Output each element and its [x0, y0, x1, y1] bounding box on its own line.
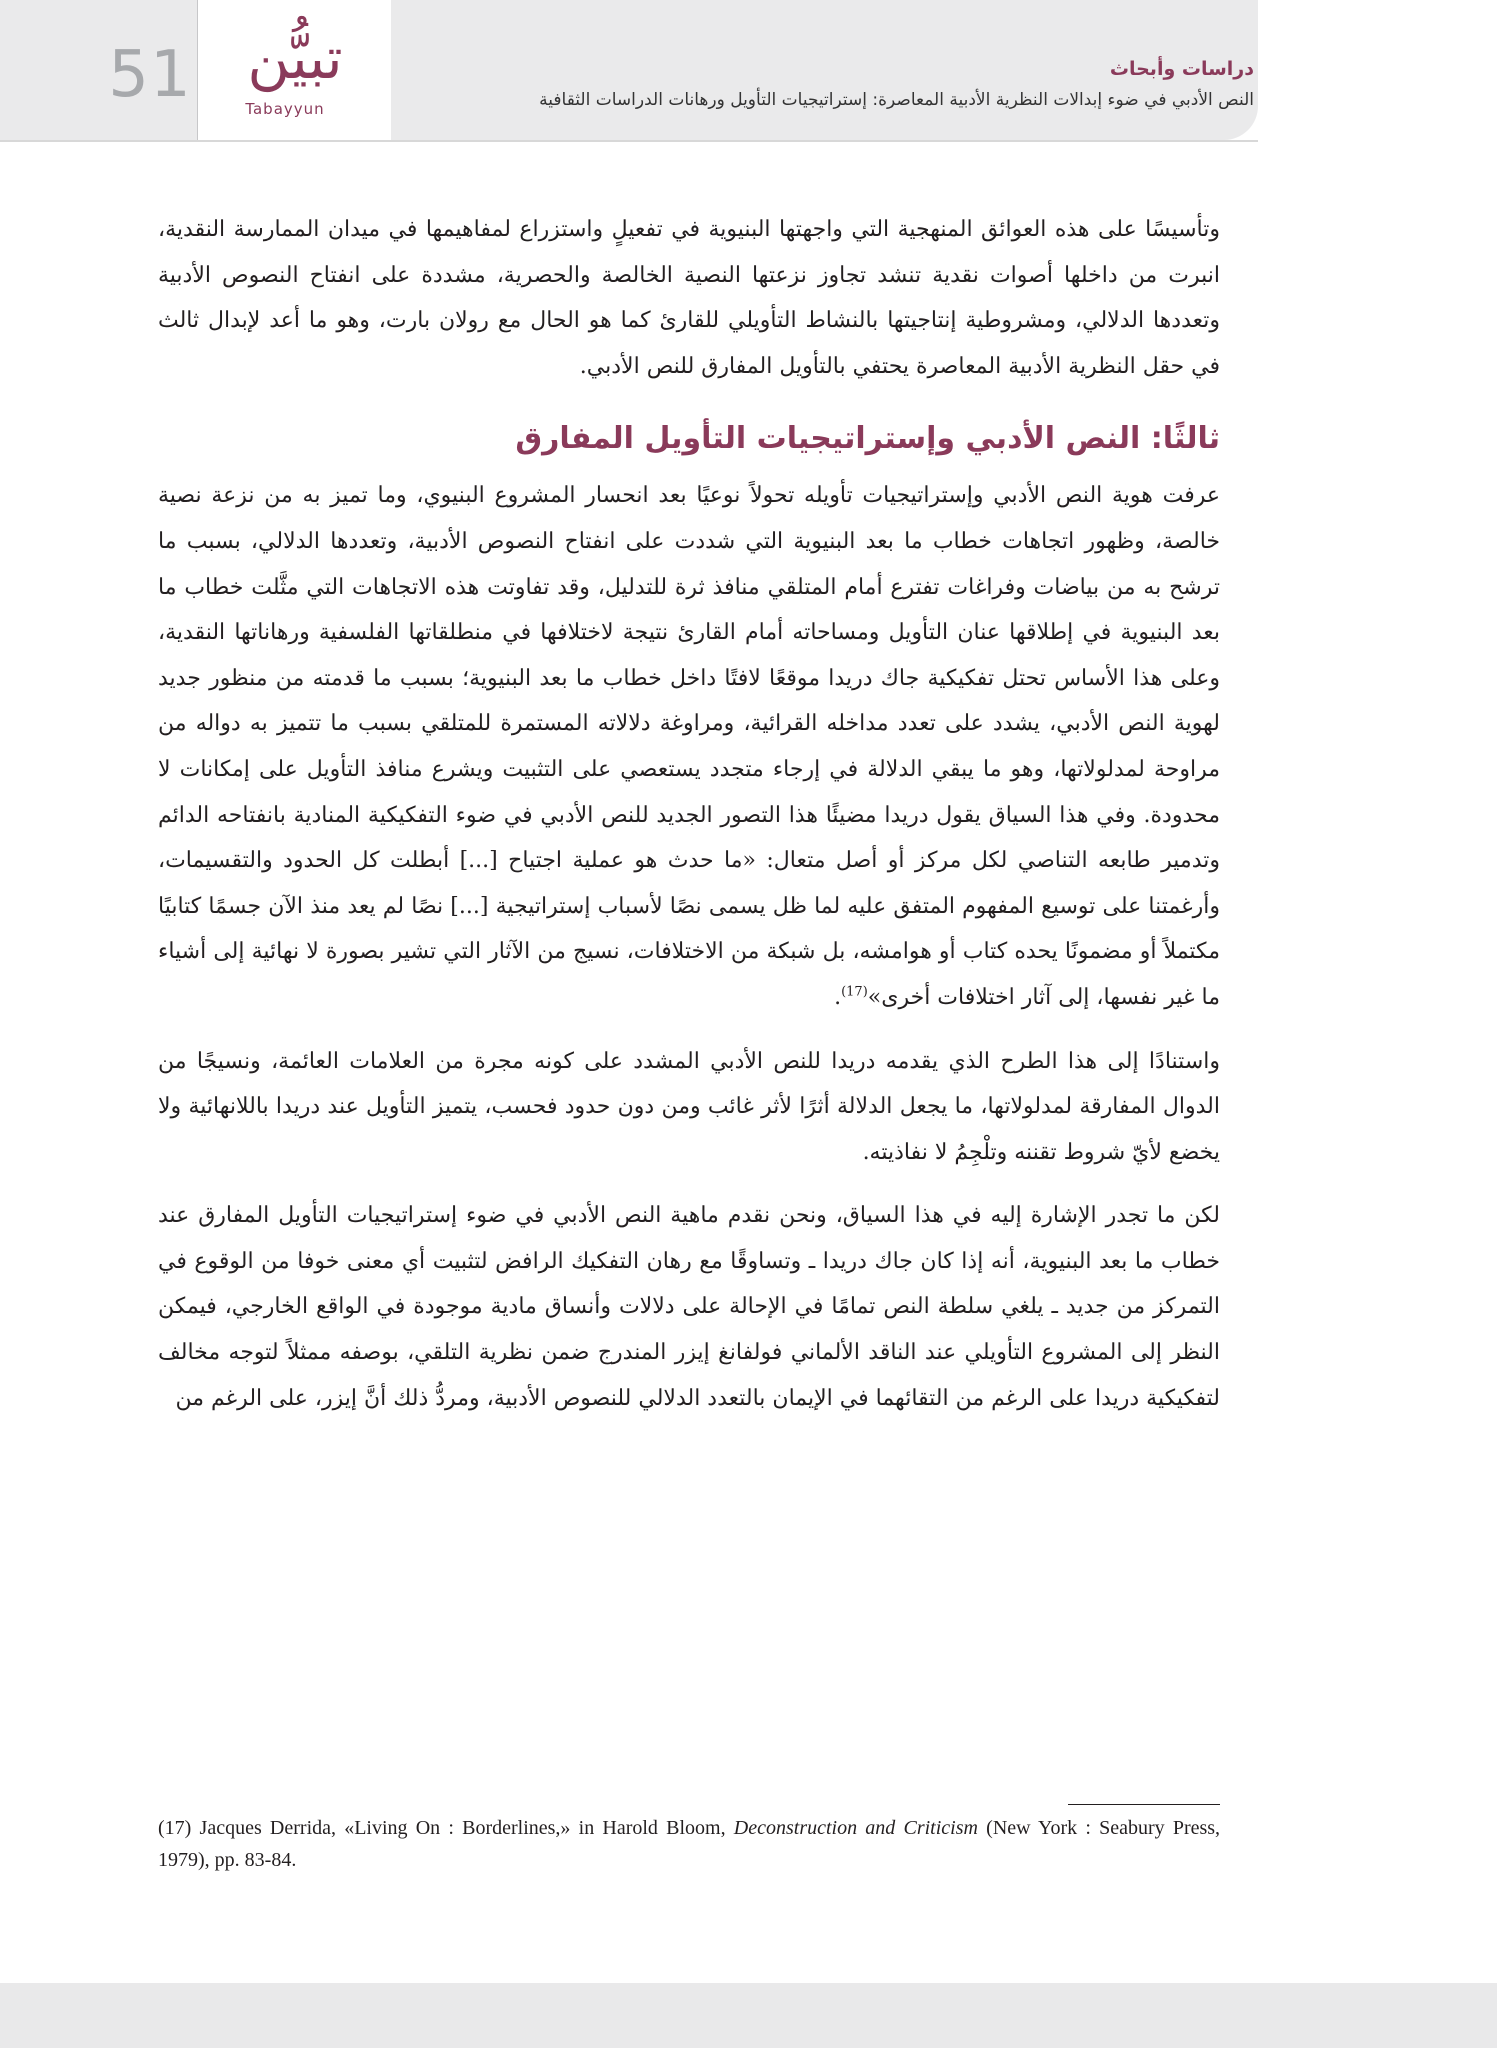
- footnote: [158, 1812, 1220, 1876]
- logo-latin-wordmark: Tabayyun: [245, 100, 325, 118]
- running-article-title: النص الأدبي في ضوء إبدالات النظرية الأدبية المعاصرة: إستراتيجيات التأويل ورهانات الدراسات الثقافية: [539, 90, 1254, 110]
- footnote-book-title: Deconstruction and Criticism: [733, 1817, 978, 1839]
- header-rule: [0, 140, 1258, 142]
- footer-band: [0, 1983, 1497, 2048]
- paragraph-end: .: [834, 984, 842, 1010]
- footnote-article: «Living On : Borderlines,»: [344, 1817, 571, 1839]
- footnote-number: (17): [158, 1817, 192, 1839]
- paragraph-text: عرفت هوية النص الأدبي وإستراتيجيات تأويله تحولاً نوعيًا بعد انحسار المشروع البنيوي، وما تميز به من نزعة نصية خالصة، وظهور اتجاهات خطاب ما بعد البنيوية التي شددت على انفتاح النصوص الأدبية، وتعددها الدلالي، بسبب ما ترشح به من بياضات وفراغات تفترع أمام المتلقي منافذ ثرة للتدليل، وقد تفاوتت هذه الاتجاهات التي مثَّلت خطاب ما بعد البنيوية في إطلاقها عنان التأويل ومساحاته أمام القارئ نتيجة لاختلافها في منطلقاتها الفلسفية ورهاناتها النقدية، وعلى هذا الأساس تحتل تفكيكية جاك دريدا موقعًا لافتًا داخل خطاب ما بعد البنيوية؛ بسبب ما قدمته من منظور جديد لهوية النص الأدبي، يشدد على تعدد مداخله القرائية، ومراوغة دلالاته المستمرة للمتلقي بسبب ما تتميز به دواله من مراوحة لمدلولاتها، وهو ما يبقي الدلالة في إرجاء متجدد يستعصي على التثبيت ويشرع منافذ التأويل على إمكانات لا محدودة. وفي هذا السياق يقول دريدا مضيئًا هذا التصور الجديد للنص الأدبي في ضوء التفكيكية المنادية بانفتاحه الدائم وتدمير طابعه التناصي لكل مركز أو أصل متعال: «ما حدث هو عملية اجتياح [...] أبطلت كل الحدود والتقسيمات، وأرغمتنا على توسيع المفهوم المتفق عليه لما ظل يسمى نصًا لأسباب إستراتيجية [...] نصًا لم يعد منذ الآن جسمًا كتابيًا مكتملاً أو مضمونًا يحده كتاب أو هوامشه، بل شبكة من الاختلافات، نسيج من الآثار التي تشير بصورة لا نهائية إلى أشياء ما غير نفسها، إلى آثار اختلافات أخرى»: [158, 483, 1220, 1010]
- footnote-in: in Harold Bloom,: [578, 1817, 726, 1839]
- section-label: دراسات وأبحاث: [1109, 58, 1254, 80]
- section-heading: ثالثًا: النص الأدبي وإستراتيجيات التأويل المفارق: [515, 421, 1220, 457]
- article-body: [158, 207, 1220, 1439]
- footnote-author: Jacques Derrida,: [199, 1817, 336, 1839]
- paragraph: واستنادًا إلى هذا الطرح الذي يقدمه دريدا للنص الأدبي المشدد على كونه مجرة من العلامات العائمة، ونسيجًا من الدوال المفارقة لمدلولاتها، ما يجعل الدلالة أثرًا لأثر غائب ومن دون حدود فحسب، يتميز التأويل عند دريدا باللانهائية ولا يخضع لأيّ شروط تقننه وتلْجِمُ لا نفاذيته.: [158, 1048, 1220, 1165]
- paragraph: [158, 473, 1220, 1020]
- footnote-publication: (New York : Seabury Press, 1979), pp. 83-84.: [158, 1817, 1221, 1871]
- paragraph: وتأسيسًا على هذه العوائق المنهجية التي واجهتها البنيوية في تفعيلٍ واستزراع لمفاهيمها في ميدان الممارسة النقدية، انبرت من داخلها أصوات نقدية تنشد تجاوز نزعتها النصية الخالصة والحصرية، مشددة على انفتاح النصوص الأدبية وتعددها الدلالي، ومشروطية إنتاجيتها بالنشاط التأويلي للقارئ كما هو الحال مع رولان بارت، وهو ما أعد لإبدال ثالث في حقل النظرية الأدبية المعاصرة يحتفي بالتأويل المفارق للنص الأدبي.: [158, 217, 1220, 379]
- logo-arabic-wordmark: تبيُّن: [247, 24, 343, 92]
- page-number: 51: [108, 38, 192, 112]
- paragraph: لكن ما تجدر الإشارة إليه في هذا السياق، ونحن نقدم ماهية النص الأدبي في ضوء إستراتيجيات التأويل المفارق عند خطاب ما بعد البنيوية، أنه إذا كان جاك دريدا ـ وتساوقًا مع رهان التفكيك الرافض لتثبيت أي معنى خوفا من الوقوع في التمركز من جديد ـ يلغي سلطة النص تمامًا في الإحالة على دلالات وأنساق مادية موجودة في الواقع الخارجي، فيمكن النظر إلى المشروع التأويلي عند الناقد الألماني فولفانغ إيزر المندرج ضمن نظرية التلقي، بوصفه ممثلاً لتوجه مخالف لتفكيكية دريدا على الرغم من التقائهما في الإيمان بالتعدد الدلالي للنصوص الأدبية، ومردُّ ذلك أنَّ إيزر، على الرغم من: [158, 1203, 1220, 1411]
- footnote-reference: (17): [841, 984, 868, 1000]
- footnote-rule: [1068, 1804, 1220, 1805]
